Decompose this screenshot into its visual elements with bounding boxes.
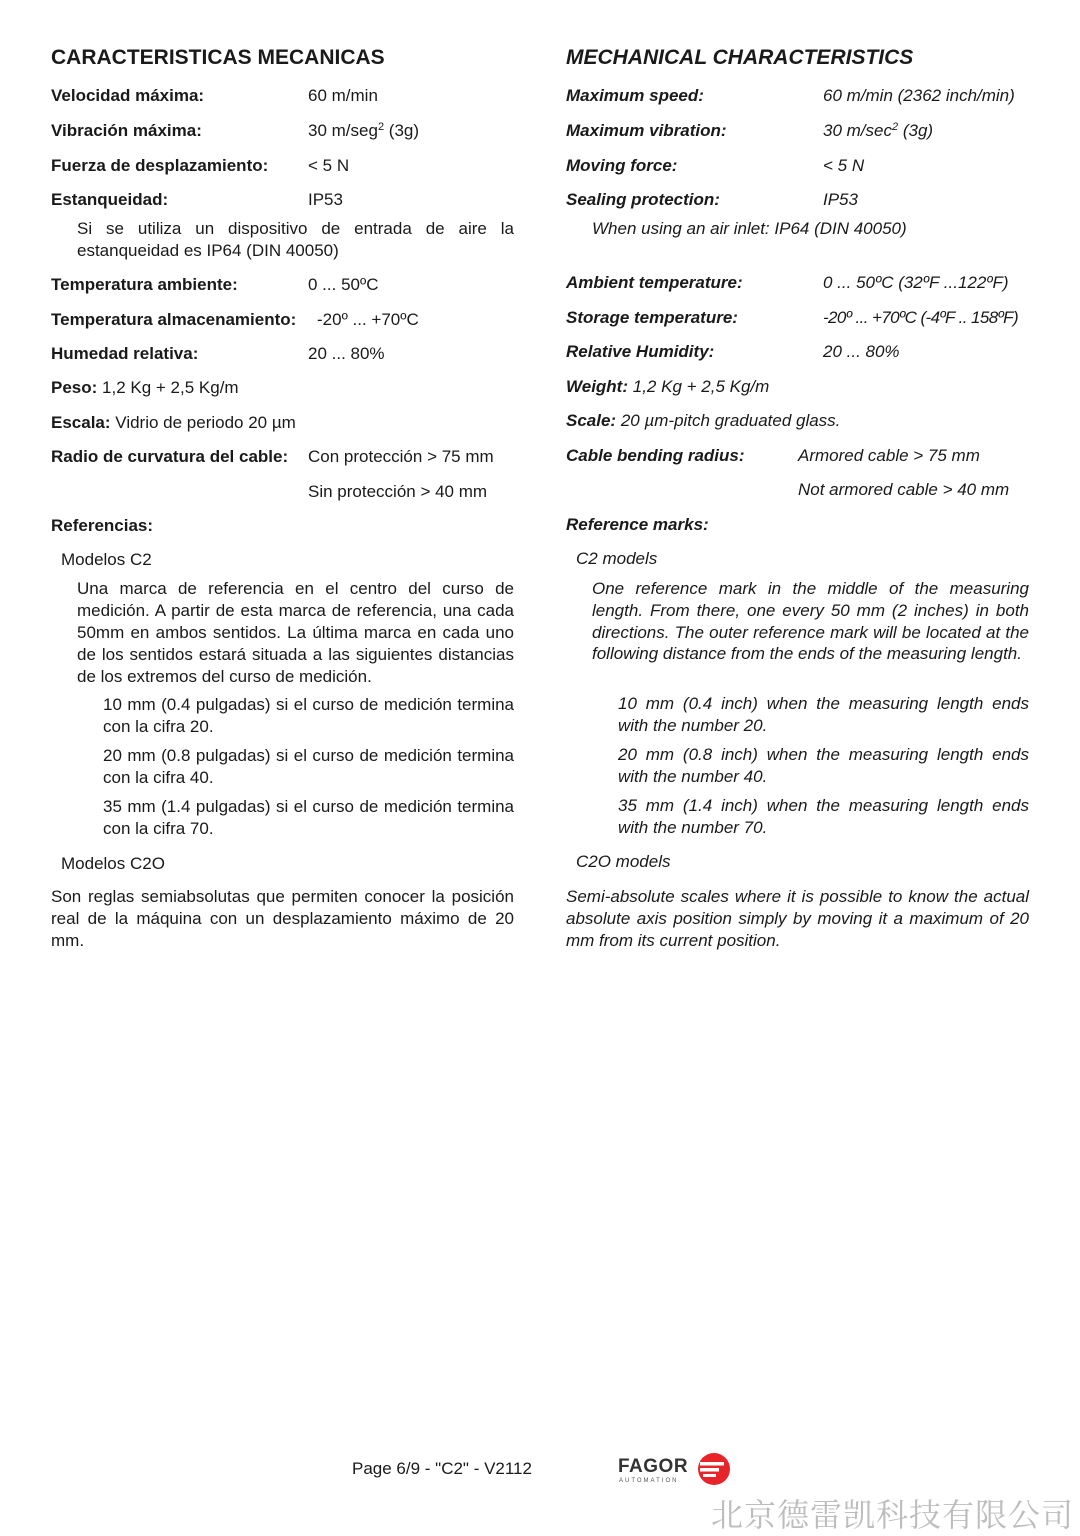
- logo-wordmark: FAGOR: [618, 1456, 689, 1477]
- scale-label-en: Scale:: [566, 411, 617, 430]
- ambient-temp-label-es: Temperatura ambiente:: [51, 275, 238, 294]
- force-label-es: Fuerza de desplazamiento:: [51, 156, 269, 175]
- section-title-en: MECHANICAL CHARACTERISTICS: [566, 46, 914, 69]
- references-label-es: Referencias:: [51, 516, 154, 535]
- force-label-en: Moving force:: [566, 156, 678, 175]
- speed-label-es: Velocidad máxima:: [51, 86, 205, 105]
- cable-value2-en: Not armored cable > 40 mm: [798, 480, 1010, 499]
- humidity-value-en: 20 ... 80%: [823, 342, 900, 361]
- c2-item2-es: 20 mm (0.8 pulgadas) si el curso de medición termina con la cifra 40.: [103, 746, 514, 787]
- weight-label-es: Peso:: [51, 378, 98, 397]
- speed-label-en: Maximum speed:: [566, 86, 704, 105]
- scale-row-en: [566, 411, 840, 431]
- sealing-note-es: Si se utiliza un dispositivo de entrada de aire la estanqueidad es IP64 (DIN 40050): [77, 219, 514, 260]
- vibration-value-main: 30 m/seg: [308, 121, 378, 140]
- vibration-exponent: 2: [891, 121, 899, 133]
- scale-label-es: Escala:: [51, 413, 111, 432]
- vibration-exponent: 2: [377, 121, 385, 133]
- cable-label-es: Radio de curvatura del cable:: [51, 447, 289, 466]
- c2-item1-en: 10 mm (0.4 inch) when the measuring length ends with the number 20.: [618, 694, 1029, 735]
- vibration-label-es: Vibración máxima:: [51, 121, 202, 140]
- scale-value-es: Vidrio de periodo 20 µm: [115, 413, 296, 432]
- weight-row-en: [566, 377, 769, 397]
- fagor-logo: [618, 1452, 733, 1492]
- sealing-label-en: Sealing protection:: [566, 190, 720, 209]
- weight-value-en: 1,2 Kg + 2,5 Kg/m: [632, 377, 770, 396]
- vibration-value-main: 30 m/sec: [823, 121, 892, 140]
- humidity-label-en: Relative Humidity:: [566, 342, 715, 361]
- vibration-value-suffix: (3g): [898, 121, 934, 140]
- cable-value1-en: Armored cable > 75 mm: [798, 446, 980, 465]
- sealing-label-es: Estanqueidad:: [51, 190, 169, 209]
- fagor-emblem-icon: [697, 1452, 731, 1486]
- cable-label-en: Cable bending radius:: [566, 446, 745, 465]
- c2-description-en: One reference mark in the middle of the measuring length. From there, one every 50 mm (2 inches) in both directions. The outer reference mark will be located at the following distance from the ends of the measuring length.: [592, 579, 1029, 664]
- page-footer: Page 6/9 - "C2" - V2112: [352, 1459, 532, 1478]
- ambient-temp-value-es: 0 ... 50ºC: [308, 275, 379, 294]
- c2o-description-es: Son reglas semiabsolutas que permiten conocer la posición real de la máquina con un desplazamiento máximo de 20 mm.: [51, 887, 514, 950]
- vibration-value-suffix: (3g): [384, 121, 420, 140]
- vibration-label-en: Maximum vibration:: [566, 121, 727, 140]
- c2-description-es: Una marca de referencia en el centro del curso de medición. A partir de esta marca de referencia, una cada 50mm en ambos sentidos. La última marca en cada uno de los sentidos estará situada a las siguientes distancias de los extremos del curso de medición.: [77, 579, 514, 686]
- section-title-es: CARACTERISTICAS MECANICAS: [51, 46, 385, 69]
- speed-value-en: 60 m/min (2362 inch/min): [823, 86, 1015, 105]
- speed-value-es: 60 m/min: [308, 86, 378, 105]
- vibration-value-es: [308, 121, 419, 141]
- c2-item1-es: 10 mm (0.4 pulgadas) si el curso de medición termina con la cifra 20.: [103, 695, 514, 736]
- storage-temp-label-es: Temperatura almacenamiento:: [51, 310, 297, 329]
- scale-value-en: 20 µm-pitch graduated glass.: [620, 411, 841, 430]
- scale-row-es: [51, 413, 296, 433]
- cable-value2-es: Sin protección > 40 mm: [308, 482, 488, 501]
- vibration-value-en: [823, 121, 933, 141]
- c2o-description-en: Semi-absolute scales where it is possible to know the actual absolute axis position simply by moving it a maximum of 20 mm from its current position.: [566, 887, 1029, 950]
- humidity-label-es: Humedad relativa:: [51, 344, 199, 363]
- weight-label-en: Weight:: [566, 377, 629, 396]
- c2-item3-es: 35 mm (1.4 pulgadas) si el curso de medición termina con la cifra 70.: [103, 797, 514, 838]
- watermark-text: 北京德雷凯科技有限公司: [710, 1496, 1074, 1534]
- c2o-models-label-en: C2O models: [576, 852, 671, 871]
- humidity-value-es: 20 ... 80%: [308, 344, 385, 363]
- weight-value-es: 1,2 Kg + 2,5 Kg/m: [102, 378, 239, 397]
- c2-models-label-en: C2 models: [576, 549, 658, 568]
- c2-item2-en: 20 mm (0.8 inch) when the measuring length ends with the number 40.: [618, 745, 1029, 786]
- logo-subtitle: AUTOMATION: [619, 1478, 679, 1484]
- force-value-en: < 5 N: [823, 156, 865, 175]
- force-value-es: < 5 N: [308, 156, 350, 175]
- ambient-temp-label-en: Ambient temperature:: [566, 273, 743, 292]
- c2-models-label-es: Modelos C2: [61, 550, 152, 569]
- sealing-value-en: IP53: [823, 190, 858, 209]
- cable-value1-es: Con protección > 75 mm: [308, 447, 494, 466]
- sealing-value-es: IP53: [308, 190, 343, 209]
- sealing-note-en: When using an air inlet: IP64 (DIN 40050): [592, 219, 907, 238]
- c2-item3-en: 35 mm (1.4 inch) when the measuring length ends with the number 70.: [618, 796, 1029, 837]
- ambient-temp-value-en: 0 ... 50ºC (32ºF ...122ºF): [823, 273, 1009, 292]
- storage-temp-value-en: -20º ... +70ºC (-4ºF .. 158ºF): [823, 308, 1019, 327]
- storage-temp-label-en: Storage temperature:: [566, 308, 738, 327]
- storage-temp-value-es: -20º ... +70ºC: [317, 310, 419, 329]
- references-label-en: Reference marks:: [566, 515, 709, 534]
- c2o-models-label-es: Modelos C2O: [61, 854, 165, 873]
- weight-row-es: [51, 378, 239, 398]
